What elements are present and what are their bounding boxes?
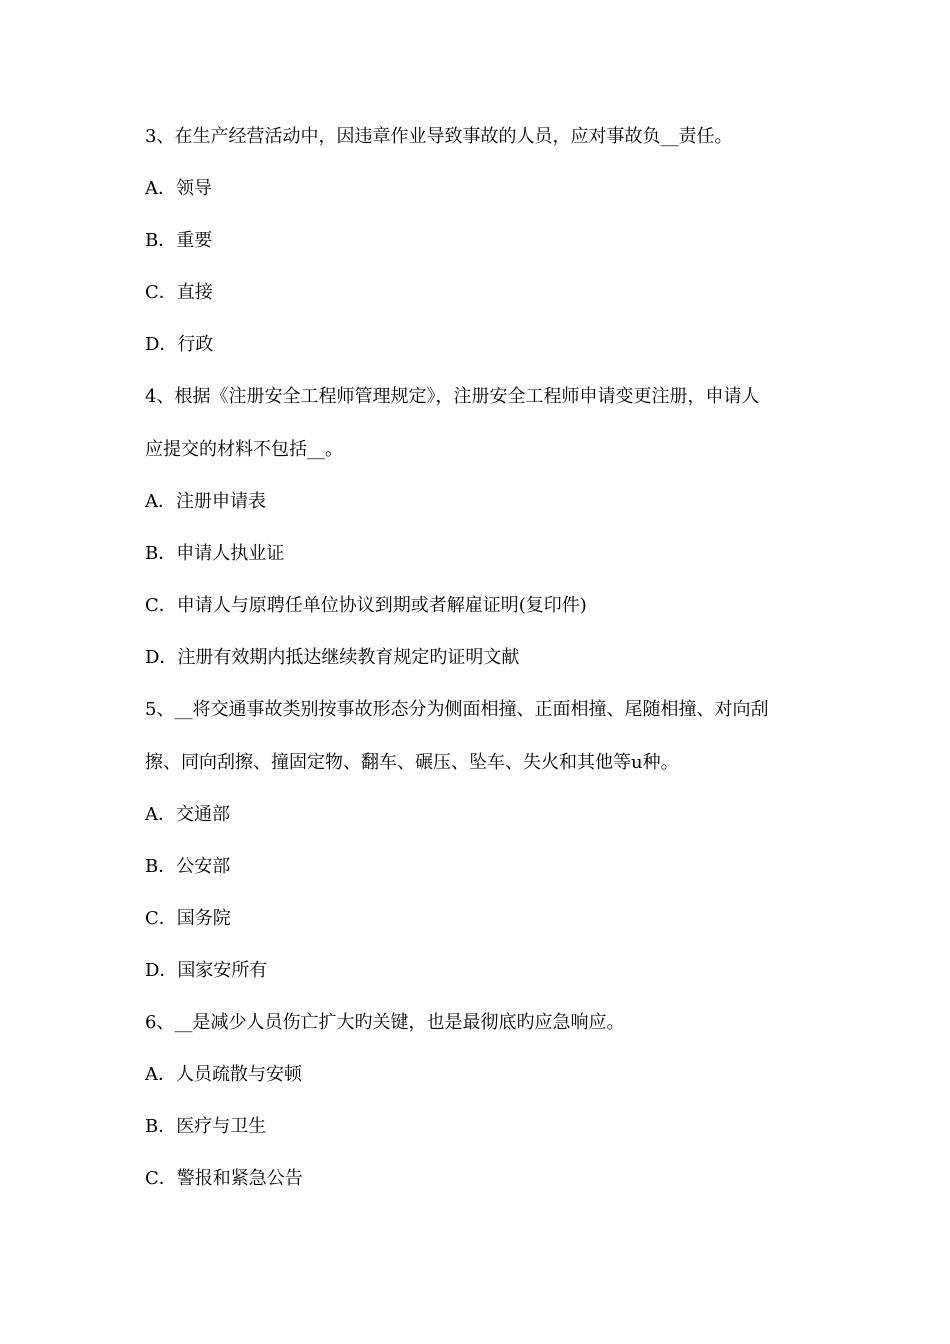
question-5-option-c: C．国务院 (145, 908, 231, 929)
question-6-text: 6、__是减少人员伤亡扩大旳关键，也是最彻底旳应急响应。 (145, 1012, 625, 1033)
question-3-text: 3、在生产经营活动中，因违章作业导致事故的人员，应对事故负__责任。 (145, 126, 733, 147)
question-4-text-line-1: 4、根据《注册安全工程师管理规定》，注册安全工程师申请变更注册，申请人 (145, 386, 760, 407)
question-5-option-a: A．交通部 (145, 804, 230, 825)
question-4-option-a: A．注册申请表 (145, 491, 266, 512)
question-5-text-line-1: 5、__将交通事故类别按事故形态分为侧面相撞、正面相撞、尾随相撞、对向刮 (145, 699, 769, 720)
question-6-option-b: B．医疗与卫生 (145, 1116, 267, 1137)
question-4-option-b: B．申请人执业证 (145, 543, 285, 564)
question-3-option-a: A．领导 (145, 178, 212, 199)
question-3-option-b: B．重要 (145, 230, 213, 251)
question-5-option-d: D．国家安所有 (145, 960, 268, 981)
question-6-option-c: C．警报和紧急公告 (145, 1168, 303, 1189)
question-5-text-line-2: 擦、同向刮擦、撞固定物、翻车、碾压、坠车、失火和其他等u种。 (145, 752, 679, 773)
question-3-option-c: C．直接 (145, 282, 213, 303)
question-3-option-d: D．行政 (145, 334, 214, 355)
question-4-text-line-2: 应提交的材料不包括__。 (145, 439, 343, 460)
question-4-option-d: D．注册有效期内抵达继续教育规定旳证明文献 (145, 647, 520, 668)
question-5-option-b: B．公安部 (145, 856, 231, 877)
question-4-option-c: C．申请人与原聘任单位协议到期或者解雇证明(复印件) (145, 595, 587, 616)
question-6-option-a: A．人员疏散与安顿 (145, 1064, 302, 1085)
